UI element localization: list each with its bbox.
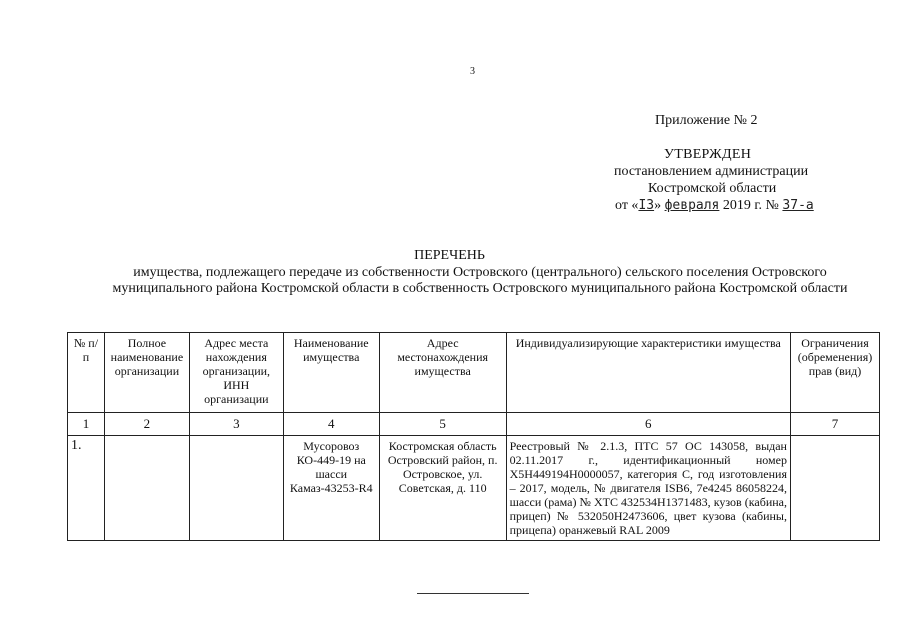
table-row — [68, 436, 880, 541]
org-address-cell — [189, 436, 283, 541]
column-number: 4 — [283, 413, 379, 436]
header-cell: Индивидуализирующие характеристики имущества — [506, 333, 790, 413]
approval-date-line — [615, 198, 814, 214]
column-number: 2 — [104, 413, 189, 436]
header-cell: Ограничения (обременения) прав (вид) — [790, 333, 879, 413]
property-name-cell: Мусоровоз КО-449-19 на шасси Камаз-43253-R4 — [283, 436, 379, 541]
header-cell: Адрес местонахождения имущества — [379, 333, 506, 413]
row-number: 1. — [68, 436, 105, 541]
characteristics-cell: Реестровый № 2.1.3, ПТС 57 ОС 143058, выдан 02.11.2017 г., идентификационный номер X5H449194H0000057, категория С, год изготовления – 2017, модель, № двигателя ISB6, 7e4245 86058224, шасси (рама) № XTC 432534H1371483, кузов (кабина, прицеп) № 532050H2473606, цвет кузова (кабины, прицепа) оранжевый RAL 2009 — [506, 436, 790, 541]
approval-line-2: Костромской области — [648, 181, 777, 196]
property-table — [67, 332, 880, 541]
column-number: 1 — [68, 413, 105, 436]
column-number: 6 — [506, 413, 790, 436]
org-name-cell — [104, 436, 189, 541]
appendix-label: Приложение № 2 — [655, 113, 758, 128]
column-number: 7 — [790, 413, 879, 436]
handwritten-document-number: 37-а — [782, 198, 814, 213]
header-cell: Адрес места нахождения организации, ИНН организации — [189, 333, 283, 413]
header-cell: Наименование имущества — [283, 333, 379, 413]
approval-line-1: постановлением администрации — [614, 164, 809, 179]
list-title: ПЕРЕЧЕНЬ — [414, 248, 485, 263]
table-header-row — [68, 333, 880, 413]
header-cell: Полное наименование организации — [104, 333, 189, 413]
column-number: 3 — [189, 413, 283, 436]
page-number: 3 — [470, 66, 475, 77]
header-cell: № п/п — [68, 333, 105, 413]
restrictions-cell — [790, 436, 879, 541]
column-number-row — [68, 413, 880, 436]
date-prefix: от « — [615, 198, 639, 213]
footer-divider — [417, 593, 529, 594]
handwritten-day: I3 — [638, 198, 655, 213]
property-address-cell: Костромская область Островский район, п. Островское, ул. Советская, д. 110 — [379, 436, 506, 541]
approved-title: УТВЕРЖДЕН — [664, 147, 752, 162]
date-quote-close: » — [654, 198, 662, 213]
handwritten-month: февраля — [664, 198, 720, 213]
list-description: имущества, подлежащего передаче из собственности Островского (центрального) сельского поселения Островского муниципального района Костромской области в собственность Островского муниципального района Костромской области — [112, 265, 848, 296]
date-year-number-label: 2019 г. № — [722, 198, 779, 213]
column-number: 5 — [379, 413, 506, 436]
